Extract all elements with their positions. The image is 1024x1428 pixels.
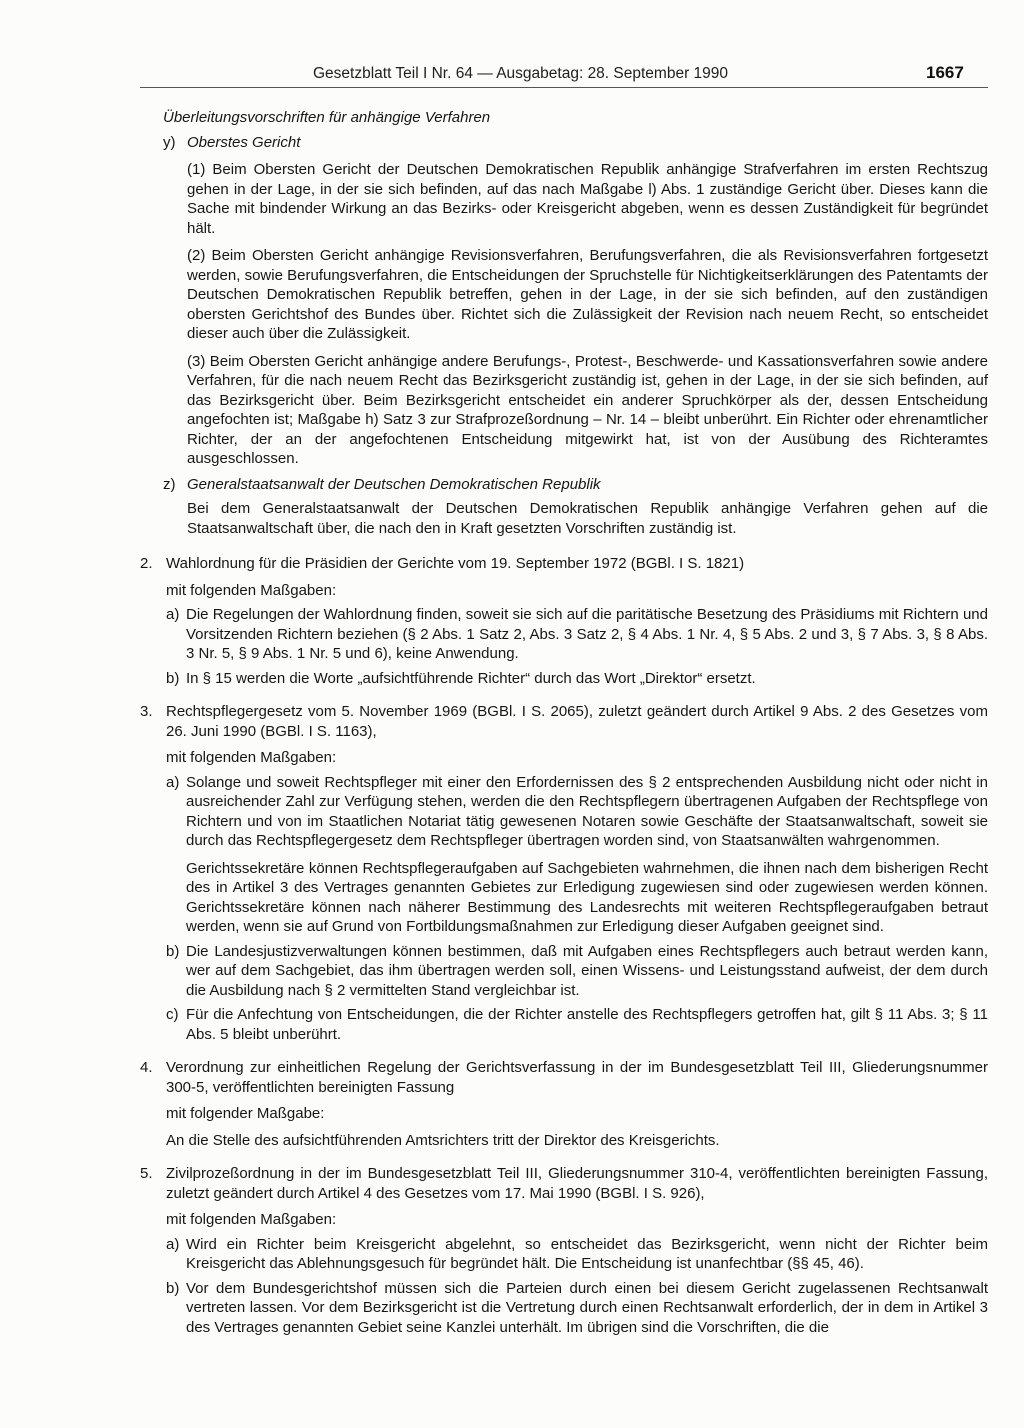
section-y-title: Oberstes Gericht xyxy=(187,133,301,151)
item-3 xyxy=(140,702,988,1044)
transition-heading: Überleitungsvorschriften für anhängige Verfahren xyxy=(163,109,491,126)
item-2-text: Wahlordnung für die Präsidien der Gerichte vom 19. September 1972 (BGBl. I S. 1821) xyxy=(166,555,745,572)
item-5-sub-a-text: Wird ein Richter beim Kreisgericht abgelehnt, so entscheidet das Bezirksgericht, wenn nicht der Richter beim Kreisgericht das Ablehnungsgesuch für begründet hält. Die Entscheidung ist unanfechtbar (§§ 45, 46). xyxy=(186,1235,988,1272)
item-3-sub-a xyxy=(166,773,988,937)
item-2-sub-a-text: Die Regelungen der Wahlordnung finden, soweit sie sich auf die paritätische Besetzung des Präsidiums mit Richtern und Vorsitzenden Richtern beziehen (§ 2 Abs. 1 Satz 2, Abs. 3 Satz 2, § 4 Abs. 1 Nr. 4, § 5 Abs. 2 und 3, § 7 Abs. 3, § 8 Abs. 3 Nr. 5, § 9 Abs. 1 Nr. 5 und 6), keine Anwendung. xyxy=(186,606,988,662)
item-5-label: 5. xyxy=(140,1165,153,1182)
header-rule xyxy=(140,87,988,88)
item-2-sub-a xyxy=(166,605,988,664)
item-3-sub-c-text: Für die Anfechtung von Entscheidungen, die der Richter anstelle des Rechtspflegers getroffen hat, gilt § 11 Abs. 3; § 11 Abs. 5 bleibt unberührt. xyxy=(186,1006,988,1043)
section-z-title: Generalstaatsanwalt der Deutschen Demokratischen Republik xyxy=(187,475,601,493)
page-header xyxy=(0,64,1024,86)
item-3-label: 3. xyxy=(140,703,153,720)
page-body xyxy=(140,108,988,1337)
header-title: Gesetzblatt Teil I Nr. 64 — Ausgabetag: 28. September 1990 xyxy=(313,65,729,82)
item-4-label: 4. xyxy=(140,1059,153,1076)
section-y xyxy=(163,133,988,469)
item-3-sub-c-label: c) xyxy=(166,1006,179,1023)
item-2 xyxy=(140,554,988,688)
item-2-sub-b xyxy=(166,669,988,689)
item-5-sub-b-text: Vor dem Bundesgerichtshof müssen sich die Parteien durch einen bei diesem Gericht zugelassenen Rechtsanwalt vertreten lassen. Vor dem Bezirksgericht ist die Vertretung durch einen Rechtsanwalt erforderlich, der in dem in Artikel 3 des Vertrages genannten Gebiet seine Kanzlei unterhält. Im übrigen sind die Vorschriften, die die xyxy=(186,1279,988,1336)
item-3-sub-a-label: a) xyxy=(166,773,180,791)
item-4-intro: mit folgender Maßgabe: xyxy=(166,1105,325,1122)
item-2-sub-b-label: b) xyxy=(166,669,180,687)
section-y-label: y) xyxy=(163,133,176,151)
item-2-intro: mit folgenden Maßgaben: xyxy=(166,581,337,599)
section-z-paragraph: Bei dem Generalstaatsanwalt der Deutschen Demokratischen Republik anhängige Verfahren gehen auf die Staatsanwaltschaft über, die nach den in Kraft gesetzten Vorschriften zuständig ist. xyxy=(187,500,988,537)
item-4-note: An die Stelle des aufsichtführenden Amtsrichters tritt der Direktor des Kreisgerichts. xyxy=(166,1131,720,1149)
item-5-sub-a xyxy=(166,1235,988,1274)
item-3-text: Rechtspflegergesetz vom 5. November 1969 (BGBl. I S. 2065), zuletzt geändert durch Artikel 9 Abs. 2 des Gesetzes vom 26. Juni 1990 (BGBl. I S. 1163), xyxy=(166,703,988,740)
item-3-sub-c xyxy=(166,1005,988,1044)
section-y-paragraph-1: (1) Beim Obersten Gericht der Deutschen Demokratischen Republik anhängige Strafverfahren im ersten Rechtszug gehen in der Lage, in der sie sich befinden, auf das nach Maßgabe l) Abs. 1 zuständige Gericht über. Dieses kann die Sache mit bindender Wirkung an das Bezirks- oder Kreisgericht abgeben, wenn es dessen Zuständigkeit für begründet hält. xyxy=(187,161,988,237)
item-3-intro: mit folgenden Maßgaben: xyxy=(166,749,337,766)
item-4 xyxy=(140,1058,988,1150)
item-4-text: Verordnung zur einheitlichen Regelung der Gerichtsverfassung in der im Bundesgesetzblatt Teil III, Gliederungsnummer 300-5, veröffentlichten bereinigten Fassung xyxy=(166,1059,988,1096)
item-3-sub-b-text: Die Landesjustizverwaltungen können bestimmen, daß mit Aufgaben eines Rechtspflegers auch betraut werden kann, wer auf dem Sachgebiet, das ihm übertragen werden soll, einen Wissens- und Leistungsstand aufweist, der dem durch die Ausbildung nach § 2 vermittelten Stand vergleichbar ist. xyxy=(186,942,988,999)
item-5-sub-b-label: b) xyxy=(166,1279,180,1297)
item-5 xyxy=(140,1164,988,1337)
item-2-sub-a-label: a) xyxy=(166,606,180,623)
page-number: 1667 xyxy=(926,63,964,82)
item-5-intro: mit folgenden Maßgaben: xyxy=(166,1211,337,1228)
item-3-sub-b xyxy=(166,942,988,1001)
section-z xyxy=(163,475,988,539)
section-z-label: z) xyxy=(163,475,176,493)
item-2-sub-b-text: In § 15 werden die Worte „aufsichtführende Richter“ durch das Wort „Direktor“ ersetzt. xyxy=(186,669,756,687)
item-3-sub-a-extra: Gerichtssekretäre können Rechtspflegeraufgaben auf Sachgebieten wahrnehmen, die ihnen nach dem bisherigen Recht des in Artikel 3 des Vertrages genannten Gebietes zur Erledigung zugewiesen sind oder zugewiesen werden können. Gerichtssekretäre können nach näherer Bestimmung des Landesrechts mit weiteren Rechtspflegeraufgaben betraut werden, wenn sie auf Grund von Fortbildungsmaßnahmen zur Erledigung dieser Aufgaben geeignet sind. xyxy=(186,859,988,935)
section-y-paragraph-3: (3) Beim Obersten Gericht anhängige andere Berufungs-, Protest-, Beschwerde- und Kassationsverfahren sowie andere Verfahren, für die nach neuem Recht das Bezirksgericht zuständig ist, gehen in der Lage, in der sie sich befinden, auf das Bezirksgericht über. Beim Bezirksgericht entscheidet ein anderer Spruchkörper als der, dessen Entscheidung angefochten ist; Maßgabe h) Satz 3 zur Strafprozeßordnung – Nr. 14 – bleibt unberührt. Ein Richter oder ehrenamtlicher Richter, der an der angefochtenen Entscheidung mitgewirkt hat, ist von der Ausübung des Richteramtes ausgeschlossen. xyxy=(187,352,988,467)
item-2-label: 2. xyxy=(140,555,153,572)
item-5-sub-b xyxy=(166,1279,988,1338)
item-5-text: Zivilprozeßordnung in der im Bundesgesetzblatt Teil III, Gliederungsnummer 310-4, veröffentlichten bereinigten Fassung, zuletzt geändert durch Artikel 4 des Gesetzes vom 17. Mai 1990 (BGBl. I S. 926), xyxy=(166,1165,988,1202)
section-y-paragraph-2: (2) Beim Obersten Gericht anhängige Revisionsverfahren, Berufungsverfahren, die als Revisionsverfahren fortgesetzt werden, sowie Berufungsverfahren, die Entscheidungen der Spruchstelle für Nichtigkeitserklärungen des Patentamts der Deutschen Demokratischen Republik betreffen, gehen in der Lage, in der sie sich befinden, auf den zuständigen obersten Gerichtshof des Bundes über. Richtet sich die Zulässigkeit der Revision nach neuem Recht, so entscheidet dieser auch über die Zulässigkeit. xyxy=(187,247,988,342)
item-3-sub-b-label: b) xyxy=(166,942,180,960)
item-5-sub-a-label: a) xyxy=(166,1235,180,1253)
item-3-sub-a-text: Solange und soweit Rechtspfleger mit einer den Erfordernissen des § 2 entsprechenden Ausbildung nicht oder nicht in ausreichender Zahl zur Verfügung stehen, werden die den Rechtspflegern übertragenen Aufgaben der Rechtspflege von Richtern und von im Staatlichen Notariat tätig gewesenen Notaren sowie Geschäfte der Staatsanwaltschaft, soweit sie durch das Rechtspflegergesetz dem Rechtspfleger übertragen worden sind, von Staatsanwälten wahrgenommen. xyxy=(186,773,988,849)
